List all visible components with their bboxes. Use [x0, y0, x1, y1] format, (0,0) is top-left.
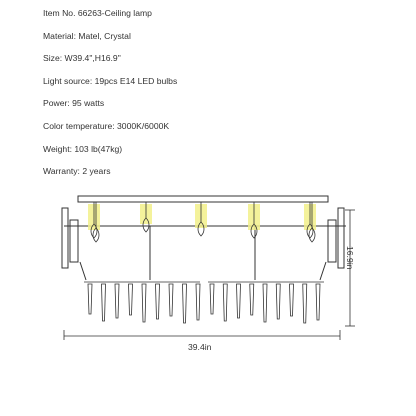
- spec-warranty: Warranty: 2 years: [43, 166, 111, 177]
- crystal-icon: [237, 284, 241, 318]
- crystal-icon: [115, 284, 119, 318]
- crystal-icon: [129, 284, 133, 315]
- crystal-icon: [88, 284, 92, 314]
- height-dimension-label: 16.9in: [345, 246, 355, 270]
- crystal-icon: [102, 284, 106, 321]
- crystal-icon: [250, 284, 254, 315]
- spec-light-source: Light source: 19pcs E14 LED bulbs: [43, 75, 178, 86]
- spec-power: Power: 95 watts: [43, 98, 105, 109]
- crystal-icon: [290, 284, 294, 316]
- ceiling-canopy: [78, 196, 328, 202]
- spec-material: Material: Matel, Crystal: [43, 30, 131, 41]
- crystal-icon: [142, 284, 146, 322]
- crystal-icon: [169, 284, 173, 316]
- crystal-icon: [223, 284, 227, 321]
- crystal-icon: [210, 284, 214, 314]
- spec-item-number: Item No. 66263-Ceiling lamp: [43, 8, 152, 18]
- crystal-icon: [263, 284, 267, 322]
- spec-weight: Weight: 103 lb(47kg): [43, 143, 123, 154]
- crystal-icon: [156, 284, 160, 319]
- crystal-icon: [316, 284, 320, 320]
- spec-color-temperature: Color temperature: 3000K/6000K: [43, 120, 170, 131]
- crystal-icon: [276, 284, 280, 319]
- width-dimension: [64, 330, 340, 340]
- spec-size: Size: W39.4",H16.9": [43, 53, 121, 64]
- crystal-icon: [196, 284, 200, 320]
- width-dimension-label: 39.4in: [188, 342, 212, 352]
- crystal-group: [84, 282, 324, 323]
- crystal-icon: [183, 284, 187, 323]
- crystal-icon: [303, 284, 307, 323]
